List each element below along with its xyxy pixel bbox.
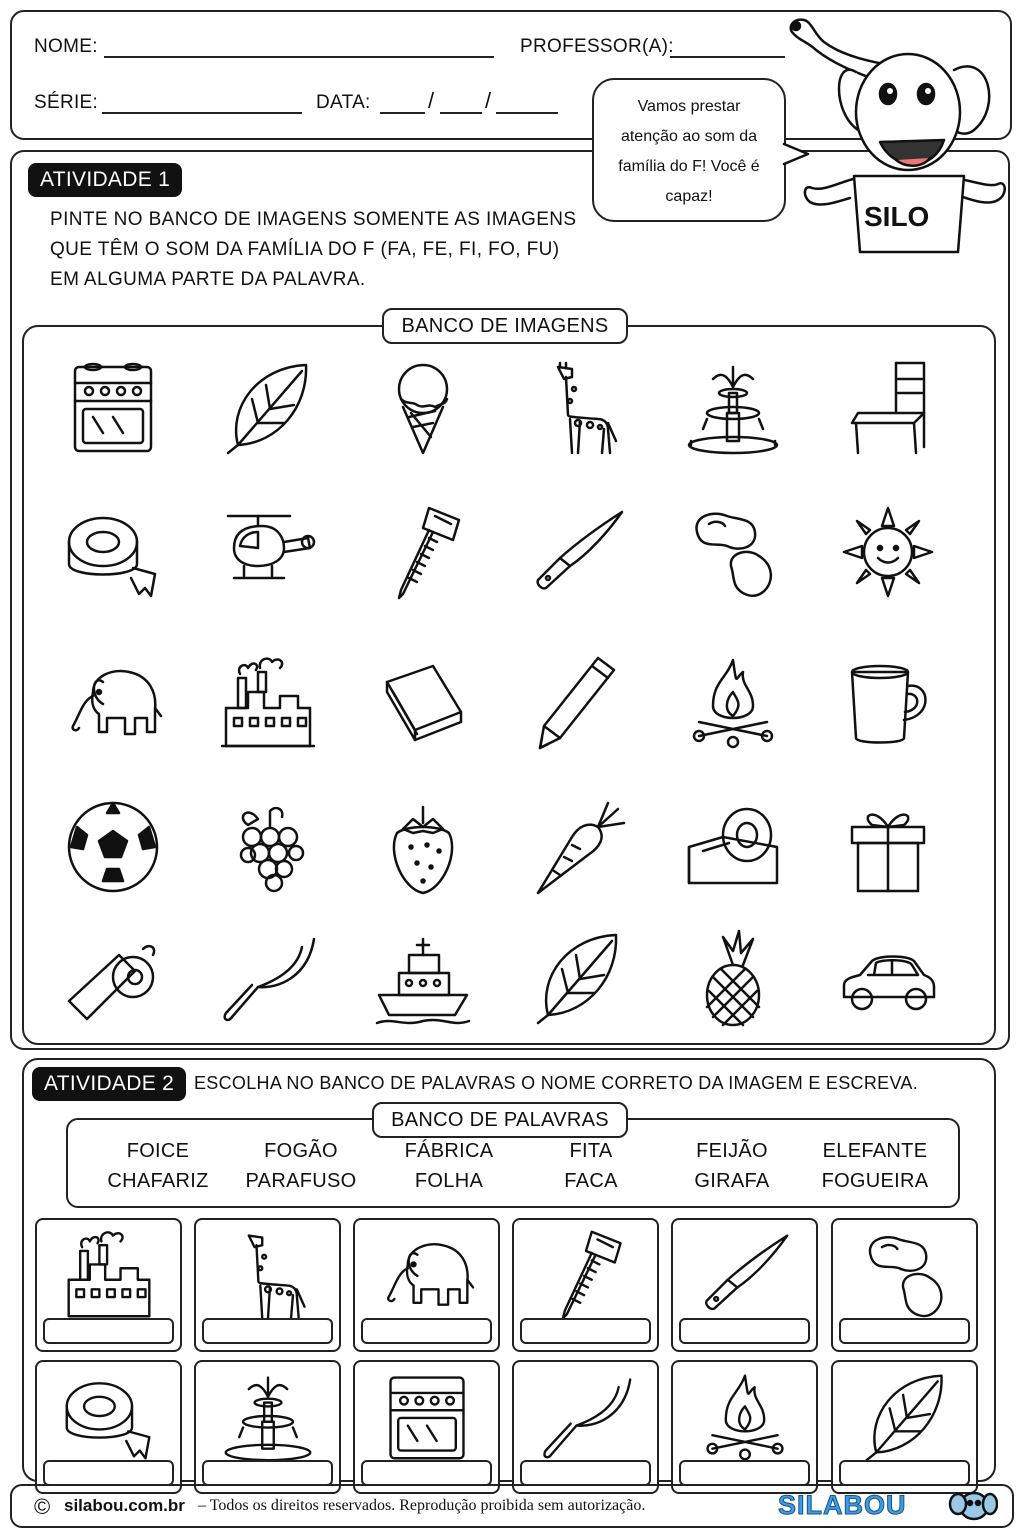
image-cell[interactable] (503, 650, 653, 754)
screw-icon (536, 1226, 636, 1322)
answer-field[interactable] (202, 1318, 333, 1344)
stove-icon (377, 1368, 477, 1464)
answer-field[interactable] (839, 1460, 970, 1486)
grade-field[interactable] (102, 112, 302, 114)
helicopter-icon (213, 502, 323, 602)
answer-card (671, 1218, 818, 1352)
silabou-elephant-icon (948, 1488, 998, 1524)
leaf-icon (855, 1368, 955, 1464)
image-cell[interactable] (503, 355, 653, 459)
footer-site[interactable]: silabou.com.br (64, 1496, 185, 1515)
answer-field[interactable] (43, 1460, 174, 1486)
card-picture (833, 1220, 976, 1328)
image-cell[interactable] (348, 355, 498, 459)
answer-field[interactable] (520, 1460, 651, 1486)
card-picture (514, 1362, 657, 1470)
answer-card (831, 1360, 978, 1494)
beans-icon (678, 502, 788, 602)
image-cell[interactable] (193, 500, 343, 604)
knife-icon (523, 502, 633, 602)
copyright-icon: © (34, 1494, 51, 1519)
date-slash: / (485, 88, 492, 113)
name-field[interactable] (104, 56, 494, 58)
speech-text: Vamos prestar atenção ao som da família do F! Você é capaz! (618, 98, 760, 205)
footer (10, 1484, 1014, 1528)
fountain-icon (218, 1368, 318, 1464)
answer-card (194, 1218, 341, 1352)
image-cell[interactable] (38, 500, 188, 604)
campfire-icon (695, 1368, 795, 1464)
mascot-shirt-text: SILO (864, 201, 930, 232)
mascot-elephant-icon (784, 12, 1010, 268)
activity2-tag: ATIVIDADE 2 (32, 1067, 186, 1101)
whistle-icon (58, 927, 168, 1027)
carrot-icon (523, 797, 633, 897)
word-bank-item: FITA (569, 1140, 613, 1162)
image-cell[interactable] (348, 925, 498, 1029)
image-cell[interactable] (658, 925, 808, 1029)
answer-field[interactable] (361, 1460, 492, 1486)
image-cell[interactable] (38, 925, 188, 1029)
date-month-field[interactable] (440, 112, 482, 114)
image-cell[interactable] (658, 355, 808, 459)
card-picture (355, 1220, 498, 1328)
image-cell[interactable] (193, 925, 343, 1029)
answer-field[interactable] (679, 1460, 810, 1486)
image-cell[interactable] (193, 650, 343, 754)
gift-icon (833, 797, 943, 897)
factory-icon (213, 652, 323, 752)
date-year-field[interactable] (496, 112, 558, 114)
answer-card (194, 1360, 341, 1494)
image-cell[interactable] (503, 925, 653, 1029)
fountain-icon (678, 357, 788, 457)
image-cell[interactable] (193, 795, 343, 899)
card-picture (673, 1220, 816, 1328)
giraffe-icon (523, 357, 633, 457)
elephant-icon (377, 1226, 477, 1322)
date-slash: / (428, 88, 435, 113)
ship-icon (368, 927, 478, 1027)
card-picture (673, 1362, 816, 1470)
tape-dispenser-icon (678, 797, 788, 897)
image-cell[interactable] (658, 650, 808, 754)
answer-card (671, 1360, 818, 1494)
date-label: DATA: (316, 92, 371, 113)
grade-label: SÉRIE: (34, 92, 99, 113)
mug-icon (833, 652, 943, 752)
answer-card (512, 1360, 659, 1494)
answer-field[interactable] (361, 1318, 492, 1344)
word-bank-item: FACA (564, 1170, 618, 1192)
answer-field[interactable] (202, 1460, 333, 1486)
image-cell[interactable] (38, 795, 188, 899)
image-cell[interactable] (503, 500, 653, 604)
name-label: NOME: (34, 36, 98, 57)
leaf-icon (213, 357, 323, 457)
tape-icon (58, 502, 168, 602)
sickle-icon (536, 1368, 636, 1464)
card-picture (355, 1362, 498, 1470)
knife-icon (695, 1226, 795, 1322)
image-cell[interactable] (193, 355, 343, 459)
image-cell[interactable] (813, 500, 963, 604)
card-picture (514, 1220, 657, 1328)
image-cell[interactable] (38, 650, 188, 754)
card-picture (833, 1362, 976, 1470)
screw-icon (368, 502, 478, 602)
word-bank-item: PARAFUSO (245, 1170, 357, 1192)
image-cell[interactable] (503, 795, 653, 899)
image-cell[interactable] (348, 500, 498, 604)
elephant-icon (58, 652, 168, 752)
card-picture (37, 1220, 180, 1328)
sun-icon (833, 502, 943, 602)
teacher-field[interactable] (670, 56, 785, 58)
instruction-line: QUE TÊM O SOM DA FAMÍLIA DO F (FA, FE, FI, FO, FU) (50, 239, 560, 260)
grapes-icon (213, 797, 323, 897)
image-cell[interactable] (658, 500, 808, 604)
date-day-field[interactable] (380, 112, 425, 114)
activity1-instruction (50, 205, 576, 295)
image-cell[interactable] (813, 795, 963, 899)
instruction-line: EM ALGUMA PARTE DA PALAVRA. (50, 269, 366, 290)
word-bank-item: FEIJÃO (696, 1140, 768, 1162)
speech-bubble (592, 78, 786, 222)
word-bank-item: FOLHA (414, 1170, 484, 1192)
answer-card (353, 1360, 500, 1494)
word-bank-item: GIRAFA (694, 1170, 770, 1192)
image-cell[interactable] (348, 795, 498, 899)
activity1-tag: ATIVIDADE 1 (28, 163, 182, 197)
factory-icon (59, 1226, 159, 1322)
word-bank-item: FOICE (126, 1140, 190, 1162)
card-picture (37, 1362, 180, 1470)
sickle-icon (213, 927, 323, 1027)
teacher-label: PROFESSOR(A): (520, 36, 674, 57)
word-bank-item: FOGUEIRA (821, 1170, 929, 1192)
car-icon (833, 927, 943, 1027)
word-bank-item: FOGÃO (264, 1140, 338, 1162)
image-bank-title: BANCO DE IMAGENS (382, 308, 628, 344)
answer-card (512, 1218, 659, 1352)
footer-rights: – Todos os direitos reservados. Reprodução proibida sem autorização. (198, 1497, 646, 1514)
card-picture (196, 1362, 339, 1470)
answer-card (353, 1218, 500, 1352)
tape-icon (59, 1368, 159, 1464)
book-icon (368, 652, 478, 752)
chair-icon (833, 357, 943, 457)
instruction-line: PINTE NO BANCO DE IMAGENS SOMENTE AS IMAGENS (50, 209, 577, 230)
answer-field[interactable] (520, 1318, 651, 1344)
word-bank-title: BANCO DE PALAVRAS (372, 1102, 628, 1138)
pineapple-icon (678, 927, 788, 1027)
pencil-icon (523, 652, 633, 752)
image-cell[interactable] (658, 795, 808, 899)
leaf-icon (523, 927, 633, 1027)
image-cell[interactable] (813, 355, 963, 459)
answer-field[interactable] (679, 1318, 810, 1344)
word-bank-item: CHAFARIZ (107, 1170, 209, 1192)
image-cell[interactable] (813, 650, 963, 754)
silabou-logo: SILABOU (778, 1490, 907, 1520)
image-cell[interactable] (348, 650, 498, 754)
answer-field[interactable] (43, 1318, 174, 1344)
card-picture (196, 1220, 339, 1328)
answer-field[interactable] (839, 1318, 970, 1344)
beans-icon (855, 1226, 955, 1322)
soccer-ball-icon (58, 797, 168, 897)
ice-cream-icon (368, 357, 478, 457)
answer-card (831, 1218, 978, 1352)
strawberry-icon (368, 797, 478, 897)
image-cell[interactable] (38, 355, 188, 459)
stove-icon (58, 357, 168, 457)
word-bank-item: ELEFANTE (822, 1140, 928, 1162)
giraffe-icon (218, 1226, 318, 1322)
word-bank-item: FÁBRICA (404, 1140, 494, 1162)
activity2-instruction: ESCOLHA NO BANCO DE PALAVRAS O NOME CORRETO DA IMAGEM E ESCREVA. (194, 1073, 919, 1093)
answer-card (35, 1360, 182, 1494)
image-cell[interactable] (813, 925, 963, 1029)
answer-card (35, 1218, 182, 1352)
campfire-icon (678, 652, 788, 752)
